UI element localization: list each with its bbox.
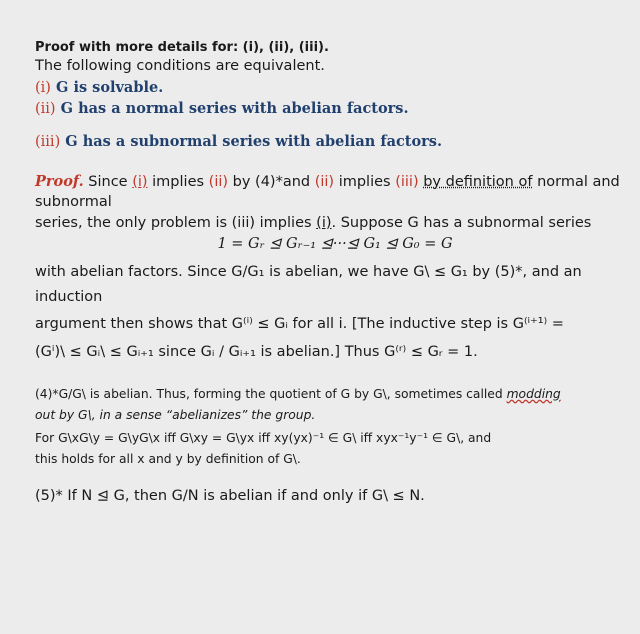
proof-text: normal and <box>537 174 620 190</box>
subnormal-series-equation: 1 = Gᵣ ⊴ Gᵣ₋₁ ⊴···⊴ G₁ ⊴ G₀ = G <box>217 236 453 252</box>
condition-i <box>35 79 163 96</box>
condition-number: (iii) <box>35 134 61 150</box>
note4-line-2: out by G\, in a sense “abelianizes” the group. <box>35 408 316 422</box>
modding-term: modding <box>506 387 561 401</box>
proof-line-3 <box>35 215 591 231</box>
proof-text: Since <box>88 174 128 190</box>
proof-line-2: subnormal <box>35 194 112 210</box>
condition-text: G has a normal series with abelian factors. <box>60 100 409 117</box>
note5-line: (5)* If N ⊴ G, then G/N is abelian if and only if G\ ≤ N. <box>35 488 425 504</box>
proof-text: implies <box>338 174 391 190</box>
ref-i: (i) <box>132 174 148 190</box>
heading: Proof with more details for: (i), (ii), (iii). <box>35 40 329 55</box>
proof-text: by (4)*and <box>232 174 311 190</box>
ref-iii: (iii) <box>395 174 419 190</box>
proof-line-5: with abelian factors. Since G/G₁ is abelian, we have G\ ≤ G₁ by (5)*, and an <box>35 264 582 280</box>
proof-text: . Suppose G has a subnormal series <box>331 215 592 231</box>
note4-line-4: this holds for all x and y by definition of G\. <box>35 452 301 466</box>
condition-iii <box>35 133 442 150</box>
condition-ii <box>35 100 409 117</box>
condition-number: (i) <box>35 80 51 96</box>
ref-ii: (ii) <box>208 174 229 190</box>
definition-link: by definition of <box>423 174 533 190</box>
ref-i: (i) <box>316 215 332 231</box>
ref-ii: (ii) <box>314 174 335 190</box>
condition-number: (ii) <box>35 101 56 117</box>
proof-line-6: induction <box>35 289 103 305</box>
note4-line-3: For G\xG\y = G\yG\x iff G\xy = G\yx iff xy(yx)⁻¹ ∈ G\ iff xyx⁻¹y⁻¹ ∈ G\, and <box>35 431 492 445</box>
proof-line-1 <box>35 173 620 190</box>
proof-line-7: argument then shows that G⁽ⁱ⁾ ≤ Gᵢ for all i. [The inductive step is G⁽ⁱ⁺¹⁾ = <box>35 316 564 332</box>
note-text: (4)*G/G\ is abelian. Thus, forming the quotient of G by G\, sometimes called <box>35 387 503 401</box>
note4-line-1 <box>35 387 561 401</box>
condition-text: G is solvable. <box>56 79 164 96</box>
proof-text: series, the only problem is (iii) implies <box>35 215 312 231</box>
intro-line: The following conditions are equivalent. <box>35 58 325 74</box>
proof-text: implies <box>152 174 205 190</box>
proof-line-8: (Gⁱ)\ ≤ Gᵢ\ ≤ Gᵢ₊₁ since Gᵢ / Gᵢ₊₁ is abelian.] Thus G⁽ʳ⁾ ≤ Gᵣ = 1. <box>35 344 478 360</box>
proof-label: Proof. <box>35 173 84 190</box>
condition-text: G has a subnormal series with abelian factors. <box>65 133 443 150</box>
